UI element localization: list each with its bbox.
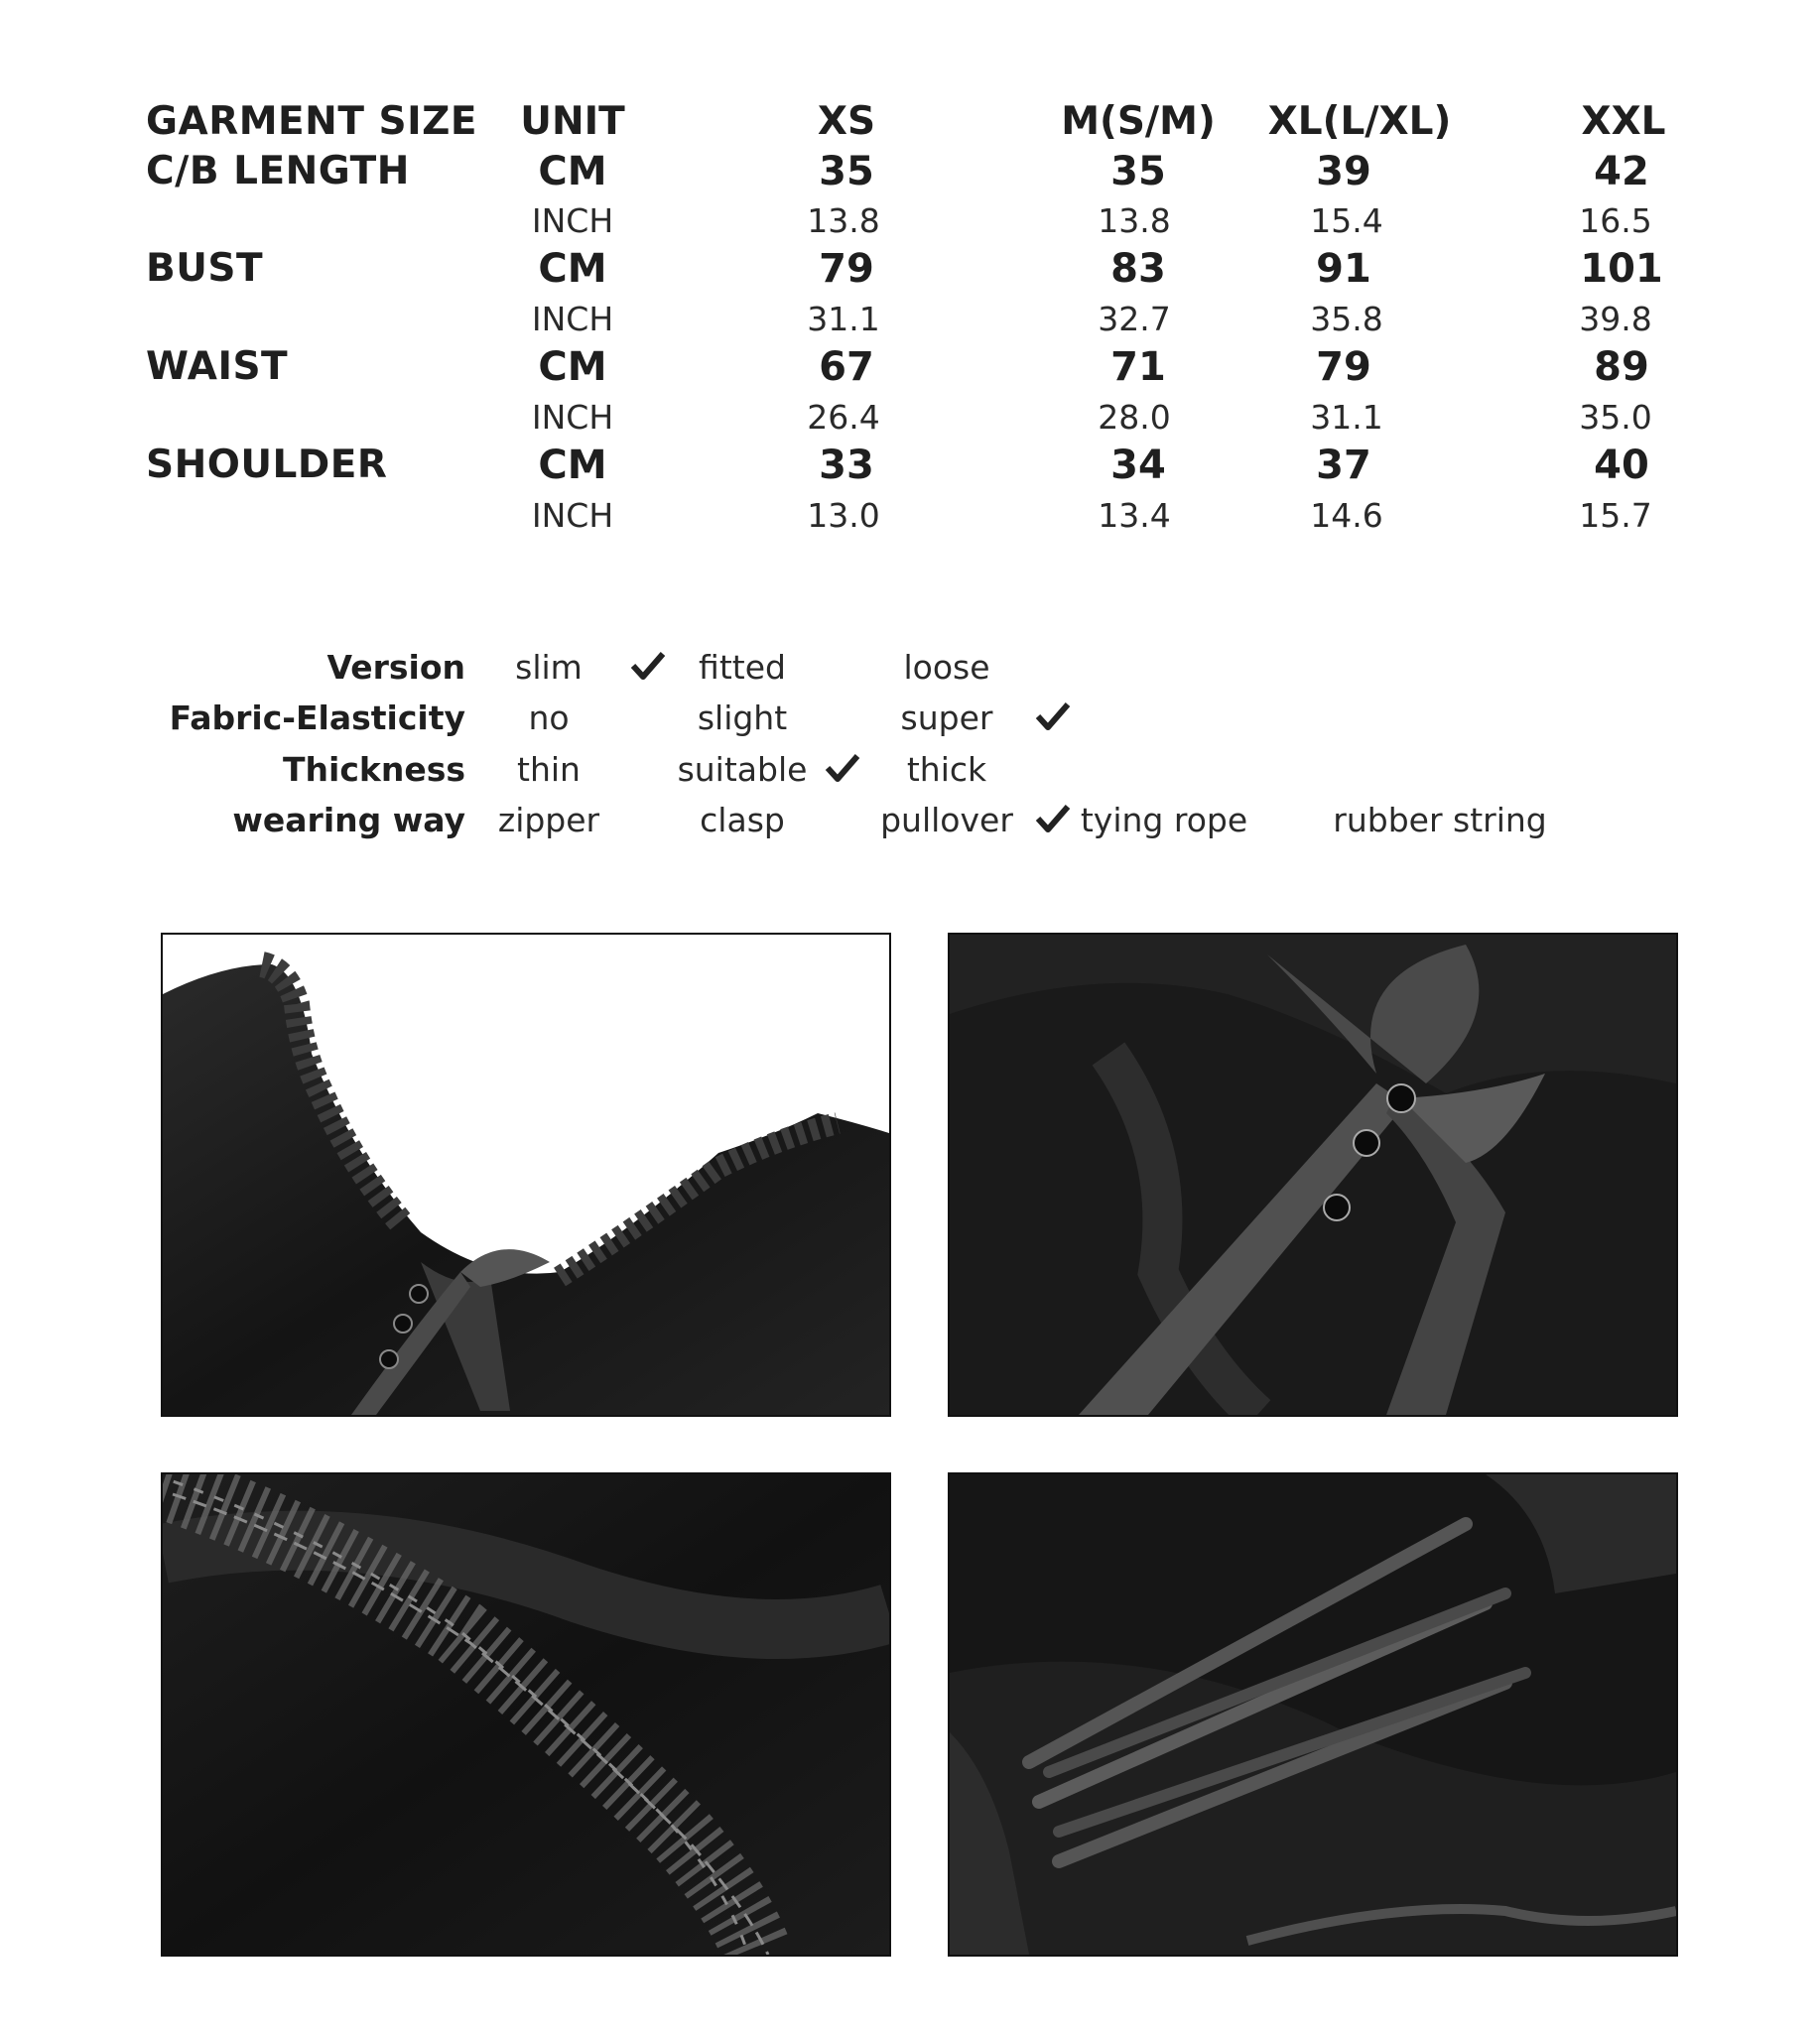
attr-label-wearing-way: wearing way <box>232 801 465 839</box>
value-cm: 89 <box>1594 344 1649 390</box>
bow-illustration <box>950 935 1676 1415</box>
attr-option: clasp <box>700 801 785 839</box>
attr-option: suitable <box>677 750 808 789</box>
unit-cm: CM <box>538 246 607 292</box>
value-cm: 40 <box>1594 443 1649 488</box>
value-cm: 83 <box>1110 246 1166 292</box>
value-inch: 13.4 <box>1098 496 1171 535</box>
value-inch: 39.8 <box>1579 300 1652 338</box>
value-cm: 39 <box>1316 149 1371 194</box>
unit-inch: INCH <box>531 300 614 338</box>
value-cm: 35 <box>819 149 874 194</box>
header-garment-size: GARMENT SIZE <box>146 99 478 144</box>
product-photo-neckline <box>161 933 891 1417</box>
product-photo-laceup <box>948 1472 1678 1957</box>
value-inch: 31.1 <box>1310 398 1383 437</box>
attr-option: rubber string <box>1333 801 1547 839</box>
value-inch: 28.0 <box>1098 398 1171 437</box>
value-inch: 15.7 <box>1579 496 1652 535</box>
value-cm: 71 <box>1110 344 1166 390</box>
attr-option: fitted <box>699 648 786 687</box>
row-label-bust: BUST <box>146 246 264 291</box>
value-inch: 31.1 <box>807 300 880 338</box>
attr-label-version: Version <box>326 648 465 687</box>
attr-option: tying rope <box>1080 801 1248 839</box>
value-inch: 14.6 <box>1310 496 1383 535</box>
value-cm: 67 <box>819 344 874 390</box>
value-inch: 13.8 <box>807 201 880 240</box>
value-cm: 37 <box>1316 443 1371 488</box>
attr-option: slim <box>515 648 583 687</box>
checkmark-icon <box>1035 700 1071 732</box>
header-size-xxl: XXL <box>1581 99 1666 144</box>
laceup-illustration <box>950 1474 1676 1955</box>
unit-cm: CM <box>538 443 607 488</box>
attr-option: zipper <box>497 801 600 839</box>
checkmark-icon <box>825 752 860 784</box>
value-cm: 101 <box>1580 246 1663 292</box>
value-inch: 32.7 <box>1098 300 1171 338</box>
value-inch: 16.5 <box>1579 201 1652 240</box>
unit-inch: INCH <box>531 398 614 437</box>
attr-option: super <box>900 698 993 737</box>
value-inch: 26.4 <box>807 398 880 437</box>
attr-option: loose <box>903 648 990 687</box>
value-inch: 15.4 <box>1310 201 1383 240</box>
checkmark-icon <box>1035 803 1071 834</box>
attr-option: no <box>528 698 570 737</box>
product-photo-bow <box>948 933 1678 1417</box>
product-photo-embroidery <box>161 1472 891 1957</box>
unit-cm: CM <box>538 344 607 390</box>
header-size-xl: XL(L/XL) <box>1267 99 1452 144</box>
embroidery-illustration <box>163 1474 889 1955</box>
row-label-shoulder: SHOULDER <box>146 443 388 487</box>
attr-option: thin <box>517 750 581 789</box>
value-inch: 13.8 <box>1098 201 1171 240</box>
unit-cm: CM <box>538 149 607 194</box>
unit-inch: INCH <box>531 496 614 535</box>
unit-inch: INCH <box>531 201 614 240</box>
attr-option: pullover <box>880 801 1013 839</box>
neckline-illustration <box>163 935 889 1415</box>
header-size-m: M(S/M) <box>1061 99 1216 144</box>
value-cm: 34 <box>1110 443 1166 488</box>
checkmark-icon <box>630 650 666 682</box>
header-unit: UNIT <box>520 99 625 144</box>
attr-option: thick <box>906 750 987 789</box>
value-cm: 33 <box>819 443 874 488</box>
attr-label-elasticity: Fabric-Elasticity <box>169 698 465 737</box>
header-size-xs: XS <box>817 99 876 144</box>
value-cm: 91 <box>1316 246 1371 292</box>
value-cm: 35 <box>1110 149 1166 194</box>
value-cm: 79 <box>819 246 874 292</box>
attr-option: slight <box>697 698 788 737</box>
value-cm: 42 <box>1594 149 1649 194</box>
value-inch: 13.0 <box>807 496 880 535</box>
value-cm: 79 <box>1316 344 1371 390</box>
attr-label-thickness: Thickness <box>283 750 465 789</box>
value-inch: 35.0 <box>1579 398 1652 437</box>
row-label-waist: WAIST <box>146 344 289 389</box>
value-inch: 35.8 <box>1310 300 1383 338</box>
row-label-cb-length: C/B LENGTH <box>146 149 410 193</box>
